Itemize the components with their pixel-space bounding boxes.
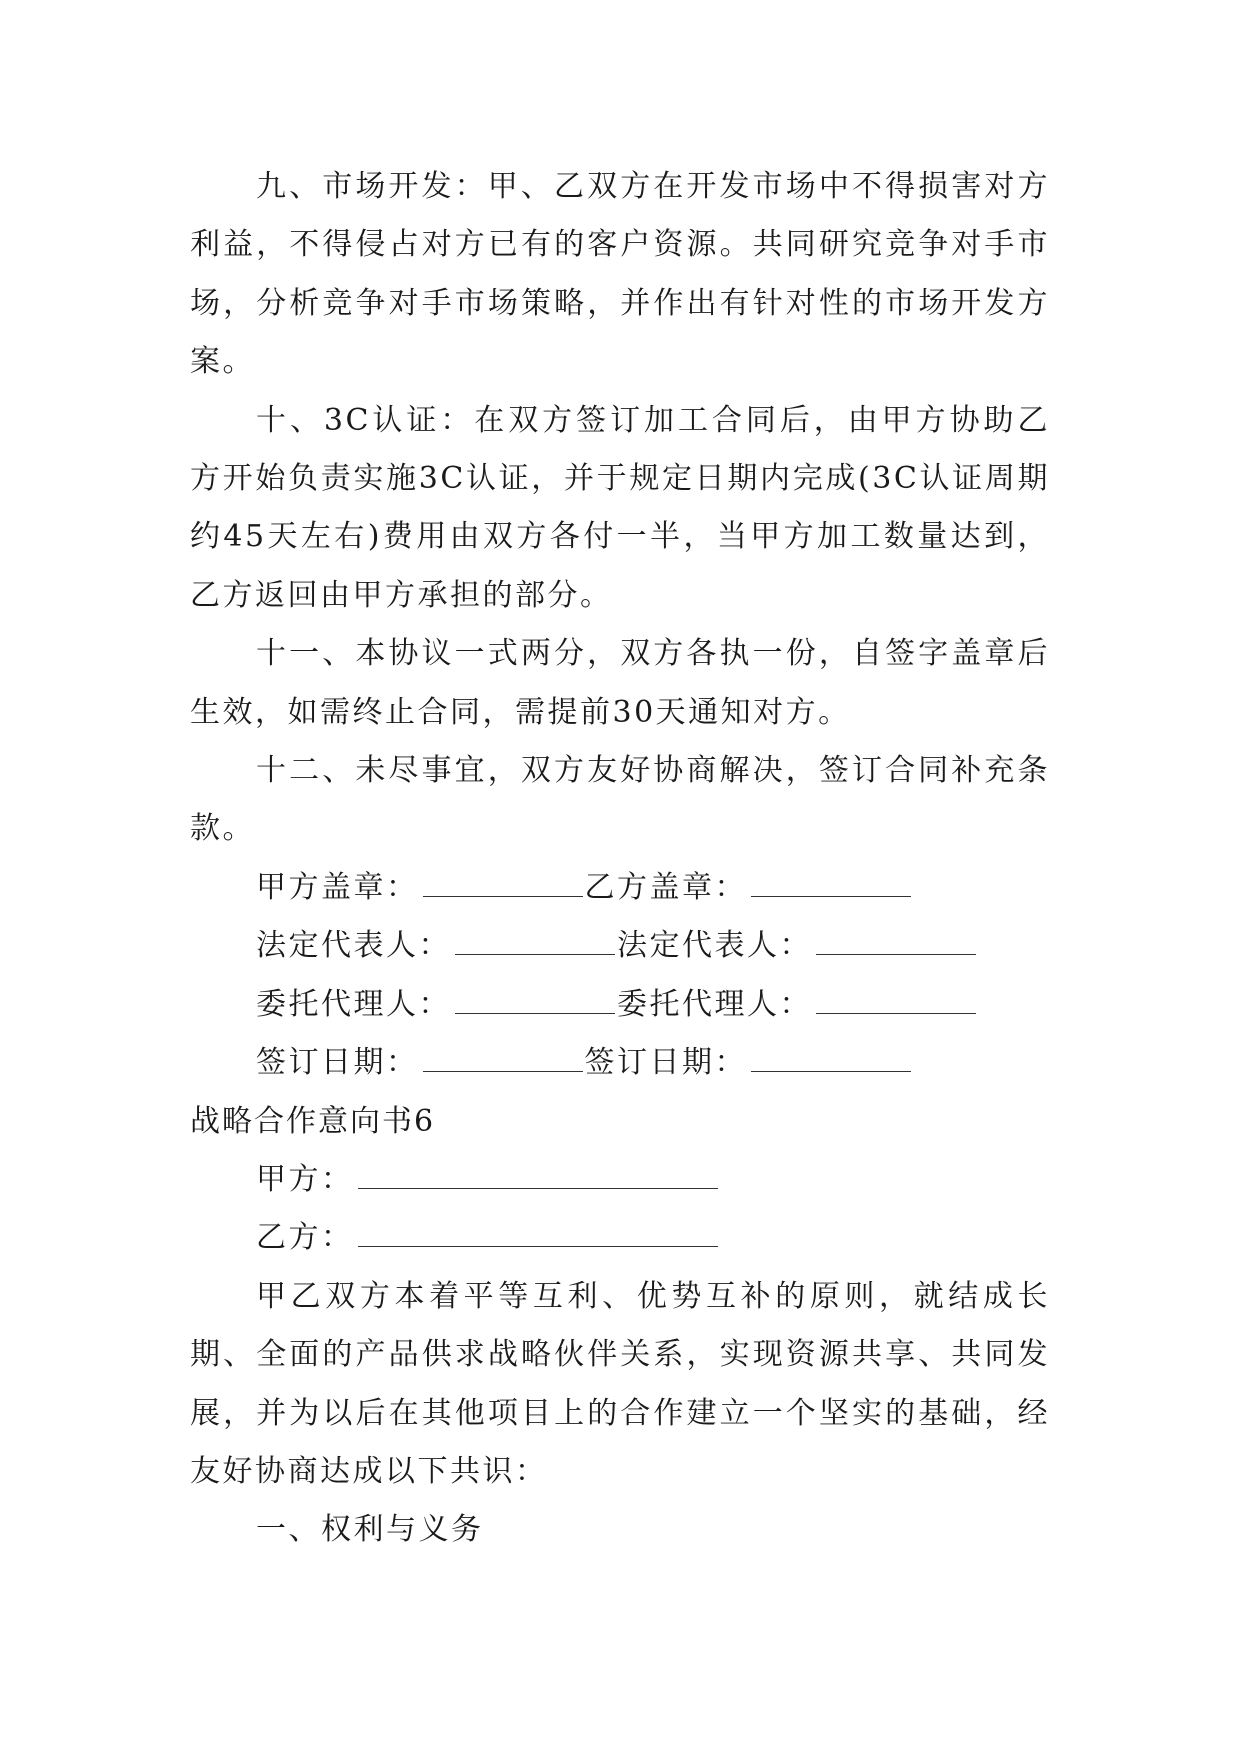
signature-row-seal — [190, 859, 1050, 917]
signature-row-date — [190, 1034, 1050, 1092]
party-a-agent-label: 委托代理人： — [256, 986, 451, 1022]
clause-10-paragraph: 十、3C认证：在双方签订加工合同后，由甲方协助乙方开始负责实施3C认证，并于规定日期内完成(3C认证周期约45天左右)费用由双方各付一半，当甲方加工数量达到，乙方返回由甲方承担的部分。 — [190, 402, 1050, 613]
party-b-date-label: 签订日期： — [584, 1045, 747, 1081]
section-title: 战略合作意向书6 — [190, 1103, 436, 1139]
party-b-agent-label: 委托代理人： — [617, 986, 812, 1022]
party-b-legal-rep-label: 法定代表人： — [617, 928, 812, 964]
party-a-legal-rep-label: 法定代表人： — [256, 928, 451, 964]
party-b-blank — [358, 1224, 718, 1247]
intro-paragraph: 甲乙双方本着平等互利、优势互补的原则，就结成长期、全面的产品供求战略伙伴关系，实现资源共享、共同发展，并为以后在其他项目上的合作建立一个坚实的基础，经友好协商达成以下共识： — [190, 1278, 1050, 1489]
clause-9-paragraph: 九、市场开发：甲、乙双方在开发市场中不得损害对方利益，不得侵占对方已有的客户资源。共同研究竞争对手市场，分析竞争对手市场策略，并作出有针对性的市场开发方案。 — [190, 169, 1050, 380]
signature-row-legal-rep — [190, 917, 1050, 975]
party-b-seal-blank — [751, 874, 911, 897]
party-b-date-blank — [751, 1049, 911, 1072]
subheading-rights-obligations: 一、权利与义务 — [256, 1512, 484, 1548]
party-a-blank — [358, 1166, 718, 1189]
party-a-legal-rep-blank — [455, 932, 615, 955]
document-body — [190, 158, 1050, 1560]
party-b-row — [190, 1209, 1050, 1267]
party-b-legal-rep-blank — [816, 932, 976, 955]
party-b-agent-blank — [816, 991, 976, 1014]
party-a-agent-blank — [455, 991, 615, 1014]
party-a-row — [190, 1151, 1050, 1209]
party-a-seal-blank — [423, 874, 583, 897]
clause-12-paragraph: 十二、未尽事宜，双方友好协商解决，签订合同补充条款。 — [190, 753, 1050, 847]
party-b-seal-label: 乙方盖章： — [584, 869, 747, 905]
party-a-label: 甲方： — [256, 1161, 354, 1197]
party-b-label: 乙方： — [256, 1220, 354, 1256]
signature-row-agent — [190, 976, 1050, 1034]
party-a-date-label: 签订日期： — [256, 1045, 419, 1081]
party-a-seal-label: 甲方盖章： — [256, 869, 419, 905]
party-a-date-blank — [423, 1049, 583, 1072]
clause-11-paragraph: 十一、本协议一式两分，双方各执一份，自签字盖章后生效，如需终止合同，需提前30天通知对方。 — [190, 636, 1050, 730]
